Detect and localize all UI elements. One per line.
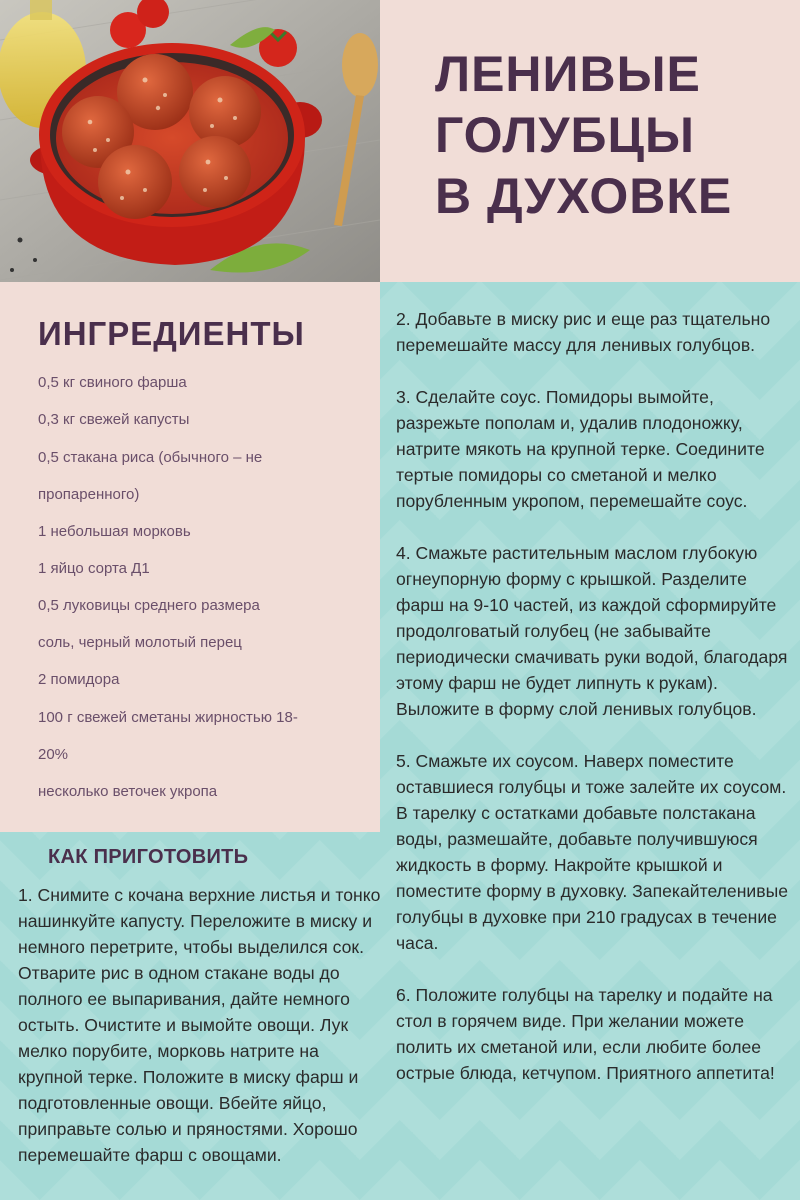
ingredient-item: 2 помидора	[38, 671, 120, 688]
step-2: 2. Добавьте в миску рис и еще раз тщательно перемешайте массу для ленивых голубцов.	[396, 309, 771, 355]
ingredient-item: несколько веточек укропа	[38, 783, 218, 800]
step-5: 5. Смажьте их соусом. Наверх поместите оставшиеся голубцы и тоже залейте их соусом. В тарелку с остатками добавьте полстакана воды, размешайте, добавьте получившуюся жидкость в форму. Накройте крышкой и поместите форму в духовку. Запекайтеленивые голубцы в духовке при 210 градусах в течение часа.	[396, 751, 789, 953]
ingredient-item: 0,5 луковицы среднего размера	[38, 597, 260, 614]
title-panel	[380, 0, 800, 282]
ingredient-item: 1 яйцо сорта Д1	[38, 560, 150, 577]
steps-column	[396, 306, 794, 1112]
how-to-cook-heading: КАК ПРИГОТОВИТЬ	[48, 846, 249, 868]
ingredient-item: 0,5 стакана риса (обычного – не пропаренного)	[38, 449, 263, 503]
step-3: 3. Сделайте соус. Помидоры вымойте, разрежьте пополам и, удалив плодоножку, натрите мякоть на крупной терке. Соедините тертые помидоры со сметаной и мелко порубленным укропом, перемешайте соус.	[396, 387, 765, 511]
dish-photo	[0, 0, 380, 282]
ingredient-item: 0,3 кг свежей капусты	[38, 411, 190, 428]
ingredient-item: 1 небольшая морковь	[38, 523, 191, 540]
dish-illustration	[0, 0, 380, 282]
step-1-text-continued: Отварите рис в одном стакане воды до полного ее выпаривания, дайте немного остыть. Очистите и вымойте овощи. Лук мелко порубите, морковь натрите на крупной терке. Положите в миску фарш и подготовленные овощи. Вбейте яйцо, приправьте солью и пряностями. Хорошо перемешайте фарш с овощами.	[18, 963, 359, 1165]
step-4: 4. Смажьте растительным маслом глубокую огнеупорную форму с крышкой. Разделите фарш на 9-10 частей, из каждой сформируйте продолговатый голубец (не забывайте периодически смачивать руки водой, благодаря этому фарш не будет липнуть к рукам). Выложите в форму слой ленивых голубцов.	[396, 543, 788, 719]
ingredient-item: 0,5 кг свиного фарша	[38, 374, 187, 391]
ingredients-heading: ИНГРЕДИЕНТЫ	[38, 315, 305, 352]
ingredient-item: 100 г свежей сметаны жирностью 18-20%	[38, 709, 298, 763]
ingredient-item: соль, черный молотый перец	[38, 634, 242, 651]
page-title: ЛЕНИВЫЕ ГОЛУБЦЫ В ДУХОВКЕ	[435, 46, 733, 224]
step-6: 6. Положите голубцы на тарелку и подайте на стол в горячем виде. При желании можете полить их сметаной или, если любите более острые блюда, кетчупом. Приятного аппетита!	[396, 985, 775, 1083]
ingredients-panel	[0, 282, 380, 832]
ingredients-list	[38, 374, 368, 820]
step-1-text: 1. Снимите с кочана верхние листья и тонко нашинкуйте капусту. Переложите в миску и немного перетрите, чтобы выделился сок.	[18, 885, 381, 957]
step-1	[18, 882, 384, 1168]
